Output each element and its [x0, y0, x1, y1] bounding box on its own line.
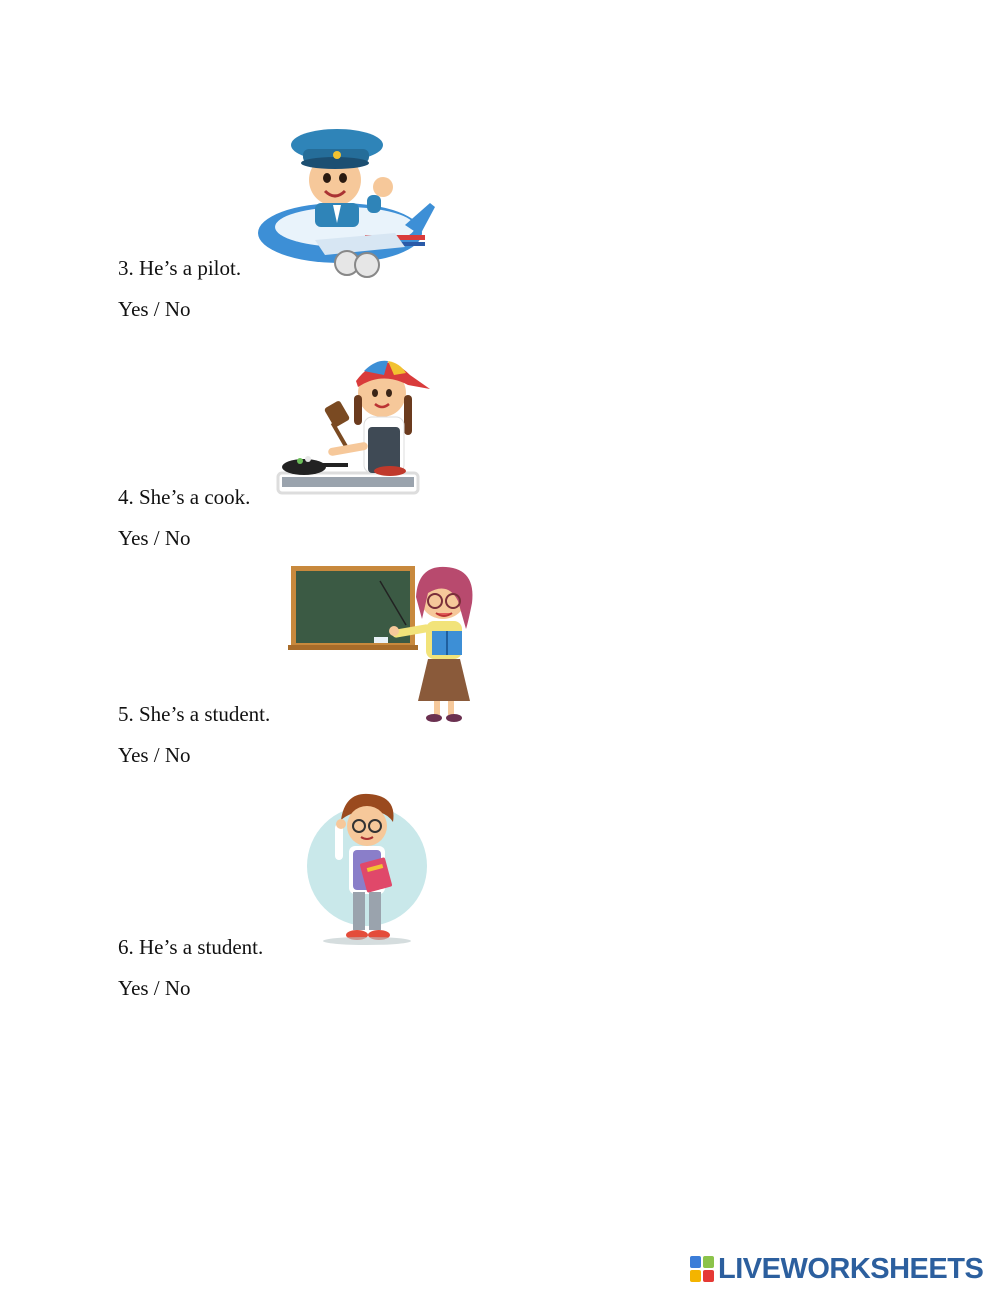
- question-6-answer-options[interactable]: Yes / No: [118, 976, 191, 1000]
- question-3-answer-options[interactable]: Yes / No: [118, 297, 191, 321]
- question-3-text: 3. He’s a pilot.: [118, 256, 242, 280]
- pilot-illustration: [255, 115, 435, 280]
- cook-illustration: [272, 345, 442, 500]
- boy-student-illustration: [305, 790, 430, 948]
- question-6-text: 6. He’s a student.: [118, 935, 264, 959]
- teacher-illustration: [288, 563, 478, 725]
- logo-mark-icon: [690, 1256, 714, 1282]
- logo-text: LIVEWORKSHEETS: [718, 1253, 984, 1285]
- question-5-text: 5. She’s a student.: [118, 702, 271, 726]
- question-5-answer-options[interactable]: Yes / No: [118, 743, 191, 767]
- question-4-answer-options[interactable]: Yes / No: [118, 526, 191, 550]
- liveworksheets-logo: [690, 1252, 990, 1286]
- question-4-text: 4. She’s a cook.: [118, 485, 251, 509]
